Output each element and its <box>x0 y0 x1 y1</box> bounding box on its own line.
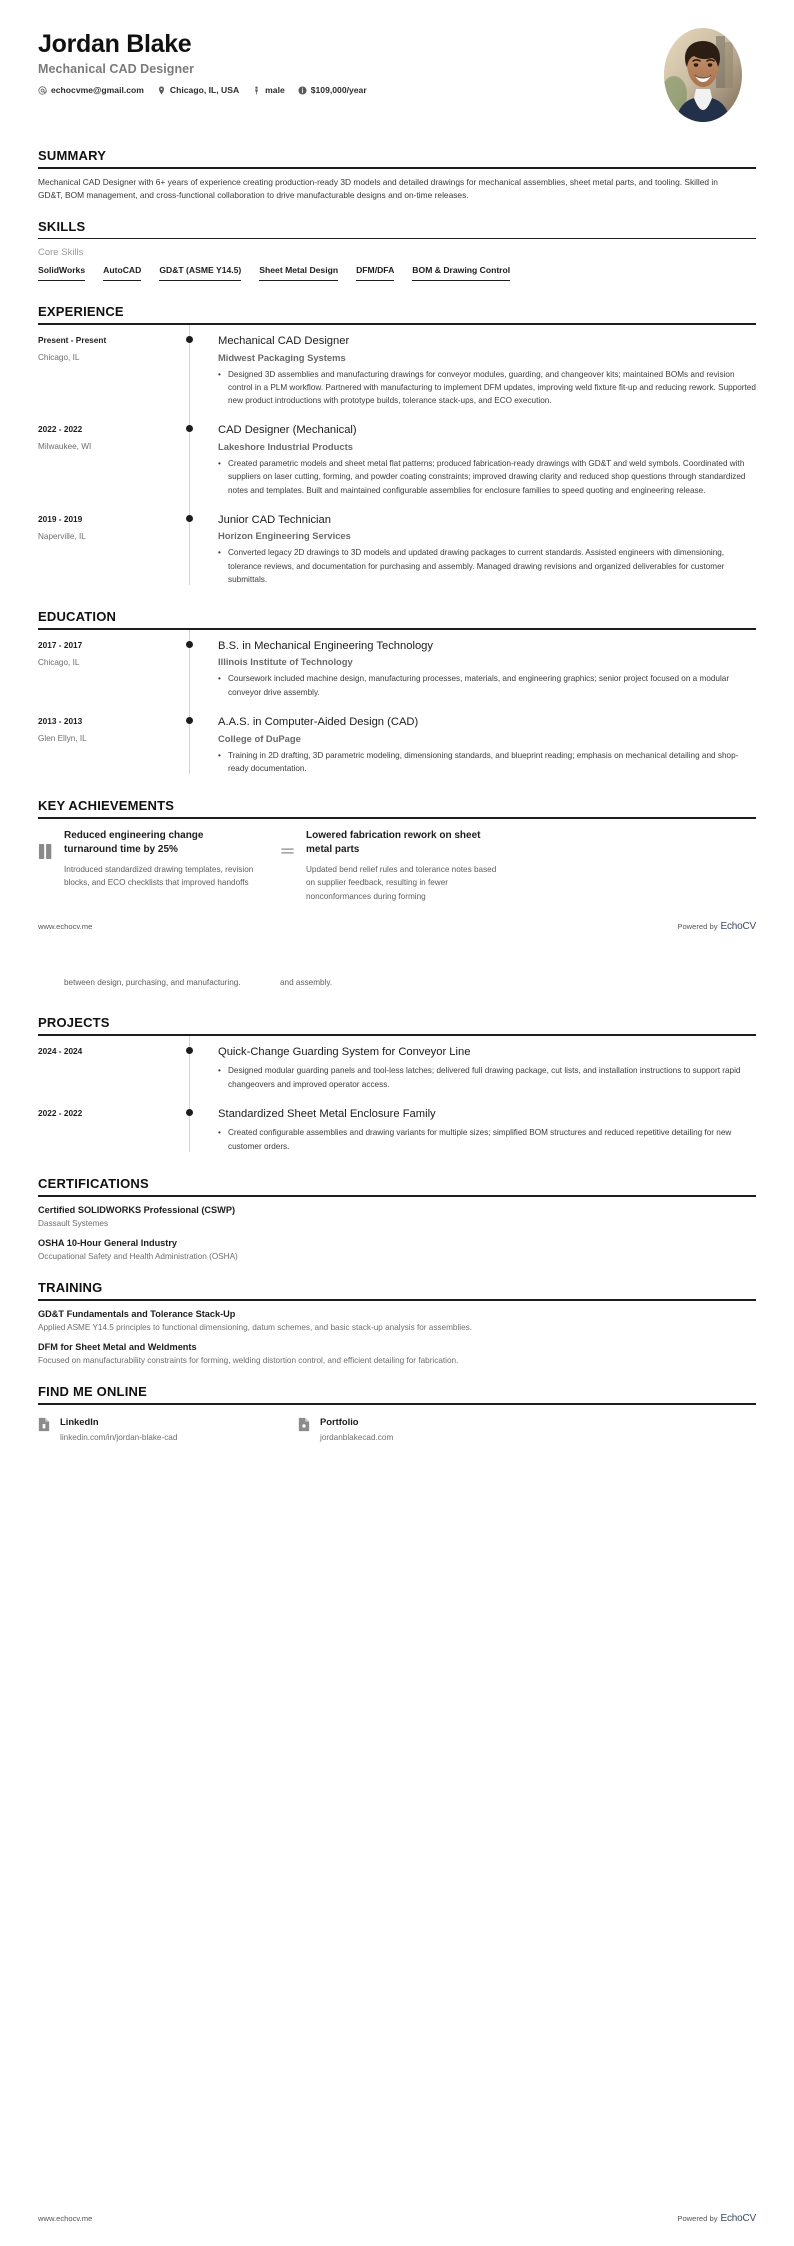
avatar <box>664 28 742 122</box>
contact-gender <box>252 85 285 95</box>
bullet-text: Designed 3D assemblies and manufacturing drawings for conveyor modules, guarding, and changeover kits; maintained BOMs and revision control in a PLM workflow. Partnered with manufacturing to implement DFM updates, improving weld fixture fit-up and reducing rework. Supported new product introductions with prototype builds, tolerance stack-ups, and ECO execution. <box>228 369 756 406</box>
contact-email-value: echocvme@gmail.com <box>51 85 144 95</box>
contact-location-value: Chicago, IL, USA <box>169 85 240 95</box>
book-icon <box>38 829 55 903</box>
bullet-text: Created parametric models and sheet metal flat patterns; produced fabrication-ready drawings with GD&T and weld symbols. Coordinated with suppliers on laser cutting, forming, and powder coating constraints; improved drawing clarity and reduced shop questions through standardized notes and templates. Built and maintained configurable assemblies for enclosure families to speed quoting and engineering release. <box>228 458 746 495</box>
profile-photo <box>664 28 742 122</box>
skill-chip: DFM/DFA <box>356 265 394 281</box>
skills-list <box>38 265 756 288</box>
achievements-grid <box>38 829 756 903</box>
timeline-track <box>184 630 208 706</box>
entry-degree: B.S. in Mechanical Engineering Technology <box>218 639 433 652</box>
document-icon <box>298 1416 311 1432</box>
contact-email[interactable] <box>38 85 144 95</box>
section-skills <box>38 219 756 289</box>
experience-entry <box>38 504 756 593</box>
bullet-text: Designed modular guarding panels and tool-less latches; delivered full drawing package, cut lists, and installation instructions to support rapid changeovers and improved operator access. <box>228 1066 741 1089</box>
entry-meta <box>38 414 184 503</box>
entry-meta <box>38 630 184 706</box>
link-content <box>320 1416 393 1442</box>
bullet-dot-icon: • <box>218 458 221 468</box>
section-divider <box>38 238 756 240</box>
footer-website[interactable]: www.echocv.me <box>38 921 93 931</box>
summary-text: Mechanical CAD Designer with 6+ years of experience creating production-ready 3D models and detailed drawings for mechanical assemblies, sheet metal parts, and tooling. Skilled in GD&T, BOM management, and cross-functional collaboration to drive manufacturable designs and on-time releases. <box>38 176 718 201</box>
bullet-text: Created configurable assemblies and drawing variants for multiple sizes; simplified BOM structures and reduced repetitive detailing for new customer orders. <box>228 1128 732 1151</box>
timeline-dot-icon <box>186 515 193 522</box>
section-projects <box>38 1015 756 1160</box>
links-grid <box>38 1416 756 1442</box>
timeline-dot-icon <box>186 1047 193 1054</box>
project-title: Quick-Change Guarding System for Conveyor Line <box>218 1045 471 1058</box>
entry-role: Mechanical CAD Designer <box>218 335 350 347</box>
achievement-desc-continued: between design, purchasing, and manufacturing. <box>64 977 241 987</box>
timeline-dot-icon <box>186 1109 193 1116</box>
salary-icon <box>298 86 307 95</box>
training-item <box>38 1342 756 1368</box>
entry-body <box>208 325 756 414</box>
entry-meta <box>38 706 184 782</box>
bullet-dot-icon: • <box>218 674 221 684</box>
training-title: GD&T Fundamentals and Tolerance Stack-Up <box>38 1308 236 1319</box>
entry-meta <box>38 504 184 593</box>
entry-location: Naperville, IL <box>38 531 86 541</box>
section-divider <box>38 1403 756 1405</box>
bullet-dot-icon: • <box>218 369 221 379</box>
entry-date: 2013 - 2013 <box>38 715 83 726</box>
bullet-item <box>218 749 756 776</box>
section-title-key-achievements: KEY ACHIEVEMENTS <box>38 798 175 814</box>
certification-title: Certified SOLIDWORKS Professional (CSWP) <box>38 1204 236 1215</box>
section-experience <box>38 304 756 593</box>
link-item-portfolio[interactable] <box>298 1416 558 1442</box>
email-icon <box>38 86 47 95</box>
certification-item <box>38 1205 756 1231</box>
page-break-gap <box>0 932 794 976</box>
entry-body <box>208 504 756 593</box>
bullet-item <box>218 672 756 699</box>
training-title: DFM for Sheet Metal and Weldments <box>38 1342 197 1353</box>
entry-meta <box>38 1098 184 1160</box>
section-title-training: TRAINING <box>38 1280 103 1295</box>
section-find-me-online <box>38 1384 756 1442</box>
entry-bullets <box>218 749 756 776</box>
entry-institution: College of DuPage <box>218 732 301 744</box>
resume-header <box>38 0 756 132</box>
entry-location: Glen Ellyn, IL <box>38 733 87 743</box>
section-title-projects: PROJECTS <box>38 1015 110 1031</box>
skill-chip: GD&T (ASME Y14.5) <box>159 265 241 281</box>
entry-bullets <box>218 368 756 408</box>
entry-degree: A.A.S. in Computer-Aided Design (CAD) <box>218 715 419 728</box>
certification-item <box>38 1238 756 1264</box>
achievement-item <box>38 829 256 903</box>
entry-role: CAD Designer (Mechanical) <box>218 424 357 437</box>
link-label: LinkedIn <box>60 1415 99 1427</box>
entry-role: Junior CAD Technician <box>218 513 331 526</box>
entry-location: Chicago, IL <box>38 657 80 667</box>
project-entry <box>38 1098 756 1160</box>
footer-powered-prefix: Powered by <box>677 2214 718 2223</box>
contact-row <box>38 85 664 95</box>
link-item-linkedin[interactable] <box>38 1416 298 1442</box>
achievement-content <box>64 829 256 903</box>
section-title-summary: SUMMARY <box>38 148 107 163</box>
page-footer-bottom <box>0 2213 794 2224</box>
achievement-desc: Introduced standardized drawing templates, revision blocks, and ECO checklists that improved handoffs <box>64 865 254 888</box>
entry-date: Present - Present <box>38 335 107 345</box>
candidate-name: Jordan Blake <box>38 30 192 58</box>
bullet-item <box>218 1064 756 1091</box>
link-content <box>60 1416 177 1442</box>
bullet-dot-icon: • <box>218 1128 221 1138</box>
entry-organization: Horizon Engineering Services <box>218 530 351 542</box>
entry-body <box>208 1098 756 1160</box>
contact-salary <box>298 85 367 95</box>
section-training <box>38 1280 756 1368</box>
timeline-track <box>184 325 208 414</box>
section-summary <box>38 148 756 203</box>
footer-brand: EchoCV <box>720 2213 756 2224</box>
section-divider <box>38 1299 756 1301</box>
contact-location <box>157 85 239 95</box>
achievement-title: Lowered fabrication rework on sheet metal parts <box>306 829 481 855</box>
equals-icon <box>280 829 297 903</box>
skill-chip: Sheet Metal Design <box>259 265 338 281</box>
training-item <box>38 1309 756 1335</box>
entry-date: 2017 - 2017 <box>38 639 83 650</box>
experience-entry <box>38 325 756 414</box>
entry-date: 2019 - 2019 <box>38 513 83 524</box>
entry-body <box>208 414 756 503</box>
achievements-continuation <box>38 976 756 989</box>
link-url[interactable]: linkedin.com/in/jordan-blake-cad <box>60 1432 178 1442</box>
certification-title: OSHA 10-Hour General Industry <box>38 1238 178 1249</box>
bullet-text: Converted legacy 2D drawings to 3D models and updated drawing packages to current standards. Assisted engineers with dimensioning, tolerance reviews, and documentation for purchasing and assembly. Managed drawing revisions and organized deliverables for customer submittals. <box>228 548 725 584</box>
footer-powered-prefix: Powered by <box>677 921 718 931</box>
link-label: Portfolio <box>320 1415 359 1427</box>
achievement-title: Reduced engineering change turnaround time by 25% <box>64 829 204 855</box>
candidate-title: Mechanical CAD Designer <box>38 62 195 76</box>
bullet-text: Coursework included machine design, manufacturing processes, materials, and engineering graphics; senior project focused on a modular conveyor drive assembly. <box>228 674 730 697</box>
entry-meta <box>38 1036 184 1098</box>
achievement-desc: Updated bend relief rules and tolerance notes based on supplier feedback, resulting in fewer nonconformances during forming <box>306 865 497 901</box>
timeline-track <box>184 1098 208 1160</box>
timeline-track <box>184 414 208 503</box>
achievement-content <box>306 829 498 903</box>
person-icon <box>252 86 261 95</box>
entry-bullets <box>218 672 756 699</box>
entry-body <box>208 630 756 706</box>
entry-date: 2022 - 2022 <box>38 1107 83 1118</box>
skill-chip: AutoCAD <box>103 265 141 281</box>
timeline-dot-icon <box>186 641 193 648</box>
entry-institution: Illinois Institute of Technology <box>218 656 353 668</box>
bullet-item <box>218 1126 756 1153</box>
section-key-achievements <box>38 798 756 903</box>
skills-group-label: Core Skills <box>38 247 84 259</box>
bullet-item <box>218 546 756 586</box>
section-title-find-me-online: FIND ME ONLINE <box>38 1384 147 1399</box>
achievement-desc-continued: and assembly. <box>280 977 333 987</box>
timeline-dot-icon <box>186 717 193 724</box>
certification-issuer: Dassault Systemes <box>38 1218 109 1228</box>
timeline-track <box>184 706 208 782</box>
section-title-experience: EXPERIENCE <box>38 304 124 320</box>
section-education <box>38 609 756 782</box>
achievement-item <box>280 829 498 903</box>
section-divider <box>38 817 756 819</box>
footer-brand: EchoCV <box>720 920 756 932</box>
entry-organization: Lakeshore Industrial Products <box>218 440 353 452</box>
section-title-education: EDUCATION <box>38 609 117 625</box>
training-desc: Focused on manufacturability constraints for forming, welding distortion control, and efficient detailing for fabrication. <box>38 1356 459 1366</box>
page-footer <box>0 921 794 932</box>
timeline-dot-icon <box>186 425 193 432</box>
entry-bullets <box>218 457 756 497</box>
header-text-block <box>38 26 664 95</box>
document-icon <box>38 1416 51 1432</box>
location-pin-icon <box>157 86 166 95</box>
section-divider <box>38 1195 756 1197</box>
skill-chip: BOM & Drawing Control <box>412 265 510 281</box>
link-url[interactable]: jordanblakecad.com <box>320 1432 394 1442</box>
education-entry <box>38 630 756 706</box>
entry-location: Milwaukee, WI <box>38 442 92 452</box>
bullet-dot-icon: • <box>218 548 221 558</box>
entry-organization: Midwest Packaging Systems <box>218 351 346 363</box>
footer-website[interactable]: www.echocv.me <box>38 2214 93 2223</box>
entry-bullets <box>218 1064 756 1091</box>
bullet-text: Training in 2D drafting, 3D parametric modeling, dimensioning standards, and blueprint reading; emphasis on mechanical detailing and shop-ready documentation. <box>228 750 739 773</box>
entry-meta <box>38 325 184 414</box>
entry-location: Chicago, IL <box>38 353 80 362</box>
section-certifications <box>38 1176 756 1264</box>
entry-bullets <box>218 1126 756 1153</box>
bullet-item <box>218 457 756 497</box>
bullet-item <box>218 368 756 408</box>
project-entry <box>38 1036 756 1098</box>
entry-date: 2024 - 2024 <box>38 1045 83 1056</box>
footer-powered-by <box>677 921 756 932</box>
experience-entry <box>38 414 756 503</box>
section-title-skills: SKILLS <box>38 218 86 234</box>
project-title: Standardized Sheet Metal Enclosure Family <box>218 1107 436 1120</box>
contact-gender-value: male <box>265 85 285 95</box>
entry-bullets <box>218 546 756 586</box>
training-desc: Applied ASME Y14.5 principles to functional dimensioning, datum schemes, and basic stack-up analysis for assemblies. <box>38 1322 473 1332</box>
footer-powered-by <box>677 2213 756 2224</box>
section-divider <box>38 167 756 169</box>
skill-chip: SolidWorks <box>38 265 85 281</box>
section-title-certifications: CERTIFICATIONS <box>38 1176 149 1191</box>
bullet-dot-icon: • <box>218 1066 221 1076</box>
education-entry <box>38 706 756 782</box>
timeline-track <box>184 504 208 593</box>
entry-body <box>208 1036 756 1098</box>
entry-body <box>208 706 756 782</box>
entry-date: 2022 - 2022 <box>38 424 83 435</box>
timeline-track <box>184 1036 208 1098</box>
timeline-dot-icon <box>186 336 193 343</box>
contact-salary-value: $109,000/year <box>310 85 367 95</box>
bullet-dot-icon: • <box>218 750 221 760</box>
certification-issuer: Occupational Safety and Health Administration (OSHA) <box>38 1252 238 1262</box>
